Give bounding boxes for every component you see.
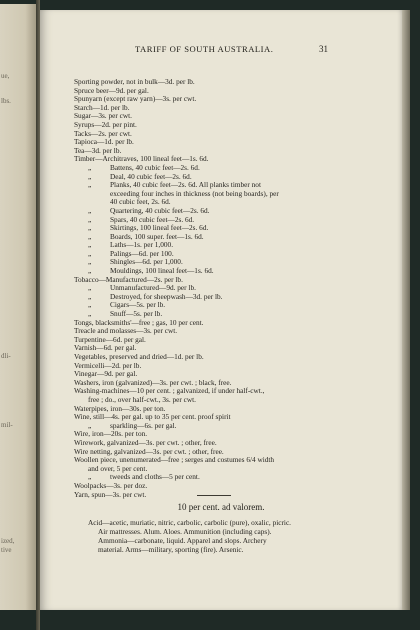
- tariff-line-text: Starch—1d. per lb.: [74, 102, 130, 112]
- ditto-mark: „: [88, 171, 92, 181]
- section-divider: [197, 495, 231, 496]
- running-header: [40, 44, 402, 56]
- ditto-mark: „: [88, 309, 92, 319]
- ad-valorem-paragraph: [88, 518, 388, 554]
- tariff-line-text: Woolpacks—3s. per doz.: [74, 480, 148, 490]
- tariff-line-text: Deal, 40 cubic feet—2s. 6d.: [110, 171, 192, 181]
- tariff-line-text: Wire netting, galvanized—3s. per cwt. ; other, free.: [74, 446, 224, 456]
- tariff-line-text: sparkling—6s. per gal.: [110, 420, 177, 430]
- tariff-line-text: Vegetables, preserved and dried—1d. per lb.: [74, 352, 204, 361]
- tariff-line-text: Destroyed, for sheepwash—3d. per lb.: [110, 291, 223, 301]
- tariff-line-text: Wire, iron—20s. per ton.: [74, 429, 148, 439]
- tariff-line-text: Treacle and molasses—3s. per cwt.: [74, 326, 178, 336]
- ditto-mark: „: [88, 231, 92, 241]
- section-heading: 10 per cent. ad valorem.: [177, 502, 265, 512]
- page-number: 31: [319, 44, 328, 54]
- ditto-mark: „: [88, 300, 92, 310]
- tariff-line-text: Timber—Architraves, 100 lineal feet—1s. 6d.: [74, 154, 209, 164]
- paragraph-line: Air mattresses. Alum. Aloes. Ammunition (including caps).: [98, 527, 272, 536]
- tariff-line-text: Skirtings, 100 lineal feet—2s. 6d.: [110, 223, 209, 233]
- tariff-line-text: Woollen piece, unenumerated—free ; serges and costumes 6/4 width: [74, 455, 275, 465]
- tariff-line-text: Washers, iron (galvanized)—3s. per cwt. ; black, free.: [74, 377, 232, 387]
- facing-page-fragment: ue,: [1, 72, 10, 80]
- ditto-mark: „: [88, 214, 92, 224]
- paragraph-line: Ammonia—carbonate, liquid. Apparel and slops. Archery: [98, 536, 267, 545]
- tariff-line-text: Tea—3d. per lb.: [74, 145, 122, 155]
- tariff-entries: [74, 78, 374, 499]
- tariff-line-text: Battens, 40 cubic feet—2s. 6d.: [110, 162, 200, 172]
- tariff-line-text: Tacks—2s. per cwt.: [74, 128, 132, 138]
- ditto-mark: „: [88, 240, 92, 250]
- facing-page-fragment: ized,: [1, 537, 15, 545]
- book-page: [40, 10, 402, 610]
- ditto-mark: „: [88, 162, 92, 172]
- paragraph-line: material. Arms—military, sporting (fire). Arsenic.: [98, 545, 244, 554]
- tariff-line-text: Vinegar—9d. per gal.: [74, 369, 138, 379]
- page-title: TARIFF OF SOUTH AUSTRALIA.: [135, 44, 274, 54]
- tariff-line-text: Snuff—5s. per lb.: [110, 309, 163, 319]
- tariff-line-text: Spars, 40 cubic feet—2s. 6d.: [110, 214, 195, 224]
- tariff-line-text: Planks, 40 cubic feet—2s. 6d. All planks timber not: [110, 180, 261, 190]
- facing-page-fragment: dli-: [1, 352, 11, 360]
- tariff-line-text: Tongs, blacksmiths'—free ; gas, 10 per cent.: [74, 317, 204, 327]
- tariff-line-text: Unmanufactured—9d. per lb.: [110, 283, 196, 293]
- tariff-line-text: Wirework, galvanized—3s. per cwt. ; other, free.: [74, 437, 217, 447]
- tariff-line-text: Varnish—6d. per gal.: [74, 343, 137, 353]
- tariff-line-text: free ; do., over half-cwt., 3s. per cwt.: [88, 394, 196, 404]
- tariff-line-text: Turpentine—6d. per gal.: [74, 334, 146, 344]
- paragraph-line: Acid—acetic, muriatic, nitric, carbolic, carbolic (pure), oxalic, picric.: [88, 518, 292, 527]
- tariff-line-text: Washing-machines—10 per cent. ; galvanized, if under half-cwt.,: [74, 386, 265, 396]
- tariff-line-text: Cigars—5s. per lb.: [110, 300, 166, 310]
- page-block-edge: [402, 10, 410, 610]
- ditto-mark: „: [88, 291, 92, 301]
- tariff-line-text: Yarn, spun—3s. per cwt.: [74, 489, 147, 499]
- tariff-line-text: Tobacco—Manufactured—2s. per lb.: [74, 274, 183, 284]
- tariff-line-text: Wine, still—4s. per gal. up to 35 per cent. proof spirit: [74, 412, 231, 422]
- tariff-line-text: and over, 5 per cent.: [88, 463, 148, 473]
- facing-page-fragment: tive: [1, 546, 12, 554]
- tariff-line-text: Mouldings, 100 lineal feet—1s. 6d.: [110, 266, 214, 276]
- tariff-line-text: Sugar—3s. per cwt.: [74, 111, 132, 121]
- tariff-line-text: Tapioca—1d. per lb.: [74, 137, 134, 147]
- tariff-line-text: exceeding four inches in thickness (not being boards), per: [110, 188, 279, 198]
- tariff-line-text: Laths—1s. per 1,000.: [110, 240, 174, 250]
- ditto-mark: „: [88, 283, 92, 293]
- ditto-mark: „: [88, 223, 92, 233]
- facing-page-fragment: lbs.: [1, 97, 11, 105]
- tariff-line-text: Waterpipes, iron—30s. per ton.: [74, 403, 166, 413]
- tariff-line-text: Syrups—2d. per pint.: [74, 119, 137, 129]
- ditto-mark: „: [88, 205, 92, 215]
- tariff-line-text: Shingles—6d. per 1,000.: [110, 257, 183, 267]
- ditto-mark: „: [88, 266, 92, 276]
- ditto-mark: „: [88, 472, 92, 482]
- tariff-line-text: Spruce beer—9d. per gal.: [74, 85, 149, 95]
- facing-page-fragment: mil-: [1, 421, 13, 429]
- tariff-line-text: Quartering, 40 cubic feet—2s. 6d.: [110, 205, 210, 215]
- ditto-mark: „: [88, 420, 92, 430]
- ditto-mark: „: [88, 257, 92, 267]
- tariff-line-text: tweeds and cloths—5 per cent.: [110, 472, 200, 482]
- ditto-mark: „: [88, 180, 92, 190]
- tariff-line-text: Sporting powder, not in bulk—3d. per lb.: [74, 77, 195, 86]
- tariff-line-text: Boards, 100 super. feet—1s. 6d.: [110, 231, 204, 241]
- tariff-line-text: Spunyarn (except raw yarn)—3s. per cwt.: [74, 94, 197, 104]
- tariff-line-text: 40 cubic feet, 2s. 6d.: [110, 197, 171, 207]
- tariff-line-text: Vermicelli—2d. per lb.: [74, 360, 142, 370]
- tariff-line-text: Palings—6d. per 100.: [110, 248, 174, 258]
- ditto-mark: „: [88, 248, 92, 258]
- facing-page-edge: [0, 4, 36, 610]
